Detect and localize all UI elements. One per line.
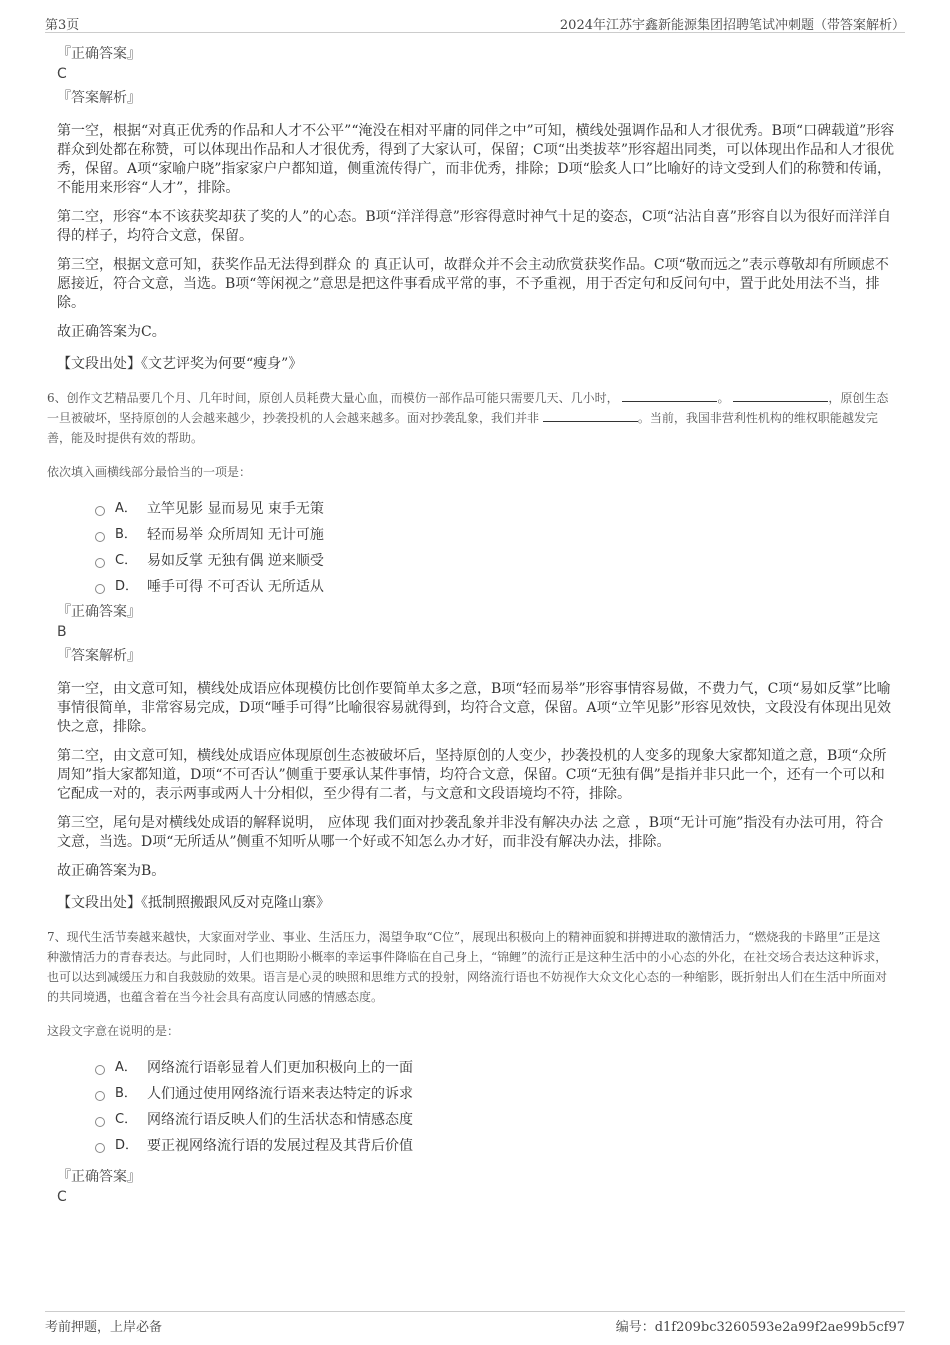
radio-icon[interactable]: [95, 506, 105, 516]
q5-analysis-p1: 第一空，根据“对真正优秀的作品和人才不公平”“淹没在相对平庸的同伴之中”可知，横线处强调作品和人才很优秀。B项“口碑载道”形容群众到处都在称赞，可以体现出作品和人才很优秀，得到了大家认可，保留；C项“出类拔萃”形容超出同类，可以体现出作品和人才很优秀，保留。A项“家喻户晓”指家家户户都知道，侧重流传得广，而非优秀，排除；D项“脍炙人口”比喻好的诗文受到人们的称赞和传诵，不能用来形容“人才”，排除。: [57, 123, 895, 196]
radio-icon[interactable]: [95, 532, 105, 542]
document-id: 编号：d1f209bc3260593e2a99f2ae99b5cf97: [615, 1320, 905, 1335]
fill-blank-3: [543, 409, 638, 422]
q5-conclusion: 故正确答案为C。: [57, 324, 166, 340]
q5-source: 【文段出处】《文艺评奖为何要“瘦身”》: [57, 356, 303, 372]
answer-label: 『正确答案』: [57, 604, 141, 620]
q6-option-d[interactable]: D． 唾手可得 不可否认 无所适从: [95, 574, 897, 600]
document-title: 2024年江苏宇鑫新能源集团招聘笔试冲刺题（带答案解析）: [559, 18, 905, 33]
q6-analysis-p3: 第三空，尾句是对横线处成语的解释说明， 应体现 我们面对抄袭乱象并非没有解决办法 之意 ，B项“无计可施”指没有办法可用，符合文意，当选。D项“无所适从”侧重不知听从哪一个好或不知怎么办才好，而非没有解决办法，排除。: [57, 815, 884, 850]
radio-icon[interactable]: [95, 1143, 105, 1153]
q7-option-b[interactable]: B． 人们通过使用网络流行语来表达特定的诉求: [95, 1081, 897, 1107]
q6-option-a[interactable]: A． 立竿见影 显而易见 束手无策: [95, 496, 897, 522]
answer-label: 『正确答案』: [57, 46, 141, 62]
page-content: [47, 44, 897, 1209]
q6-analysis-p2: 第二空，由文意可知，横线处成语应体现原创生态被破坏后，坚持原创的人变少，抄袭投机的人变多的现象大家都知道之意，B项“众所周知”指大家都知道，D项“不可否认”侧重于要承认某件事情，均符合文意，保留。C项“无独有偶”是指并非只此一个，还有一个可以和它配成一对的，表示两事或两人十分相似，至少得有二者，与文意和文段语境均不符，排除。: [57, 748, 887, 802]
q7-stem: 7、现代生活节奏越来越快，大家面对学业、事业、生活压力，渴望争取“C位”，展现出积极向上的精神面貌和拼搏进取的激情活力，“燃烧我的卡路里”正是这种激情活力的青春表达。与此同时，人们也期盼小概率的幸运事件降临在自己身上，“锦鲤”的流行正是这种生活中的小心态的外化，在社交场合表达这种诉求，也可以达到减缓压力和自我鼓励的效果。语言是心灵的映照和思维方式的投射，网络流行语也不妨视作大众文化心态的一种缩影，既折射出人们在生活中所面对的共同境遇，也蕴含着在当今社会具有高度认同感的情感态度。: [47, 930, 888, 1004]
q6-conclusion: 故正确答案为B。: [57, 863, 166, 879]
answer-label: 『正确答案』: [57, 1169, 141, 1185]
q7-option-d[interactable]: D． 要正视网络流行语的发展过程及其背后价值: [95, 1133, 897, 1159]
q6-answer: B: [57, 624, 67, 640]
q6-option-b[interactable]: B． 轻而易举 众所周知 无计可施: [95, 522, 897, 548]
q7-answer: C: [57, 1189, 67, 1205]
q6-option-c[interactable]: C． 易如反掌 无独有偶 逆来顺受: [95, 548, 897, 574]
q6-options: [95, 496, 897, 600]
q5-analysis-p3: 第三空，根据文意可知，获奖作品无法得到群众 的 真正认可，故群众并不会主动欣赏获奖作品。C项“敬而远之”表示尊敬却有所顾虑不愿接近，符合文意，当选。B项“等闲视之”意思是把这件事看成平常的事，不予重视，用于否定句和反问句中，置于此处用法不当，排除。: [57, 257, 889, 311]
analysis-label: 『答案解析』: [57, 90, 141, 106]
q7-options: [95, 1055, 897, 1159]
analysis-label: 『答案解析』: [57, 648, 141, 664]
q6-source: 【文段出处】《抵制照搬跟风反对克隆山寨》: [57, 895, 330, 911]
page-footer: [45, 1311, 905, 1336]
q7-prompt: 这段文字意在说明的是：: [47, 1024, 180, 1038]
footer-slogan: 考前押题，上岸必备: [45, 1320, 163, 1335]
page-number: 第3页: [45, 18, 80, 33]
fill-blank-1: [622, 389, 717, 402]
q7-option-a[interactable]: A． 网络流行语彰显着人们更加积极向上的一面: [95, 1055, 897, 1081]
q6-analysis-p1: 第一空，由文意可知，横线处成语应体现模仿比创作要简单太多之意，B项“轻而易举”形容事情容易做，不费力气，C项“易如反掌”比喻事情很简单，非常容易完成，D项“唾手可得”比喻很容易就得到，均符合文意，保留。A项“立竿见影”形容见效快，文段没有体现出见效快之意，排除。: [57, 681, 891, 735]
radio-icon[interactable]: [95, 1065, 105, 1075]
q6-stem: 6、创作文艺精品要几个月、几年时间，原创人员耗费大量心血，而模仿一部作品可能只需要几天、几小时， 。 ，原创生态一旦被破坏，坚持原创的人会越来越少，抄袭投机的人会越来越多。面对抄袭乱象，我们并非 。当前，我国非营利性机构的维权职能越发完善，能及时提供有效的帮助。: [47, 391, 889, 445]
fill-blank-2: [733, 389, 828, 402]
radio-icon[interactable]: [95, 1091, 105, 1101]
q5-analysis-p2: 第二空，形容“本不该获奖却获了奖的人”的心态。B项“洋洋得意”形容得意时神气十足的姿态，C项“沾沾自喜”形容自以为很好而洋洋自得的样子，均符合文意，保留。: [57, 209, 891, 244]
radio-icon[interactable]: [95, 1117, 105, 1127]
page-header: [45, 12, 905, 33]
q5-answer: C: [57, 66, 67, 82]
q6-prompt: 依次填入画横线部分最恰当的一项是：: [47, 465, 252, 479]
radio-icon[interactable]: [95, 584, 105, 594]
radio-icon[interactable]: [95, 558, 105, 568]
q7-option-c[interactable]: C． 网络流行语反映人们的生活状态和情感态度: [95, 1107, 897, 1133]
